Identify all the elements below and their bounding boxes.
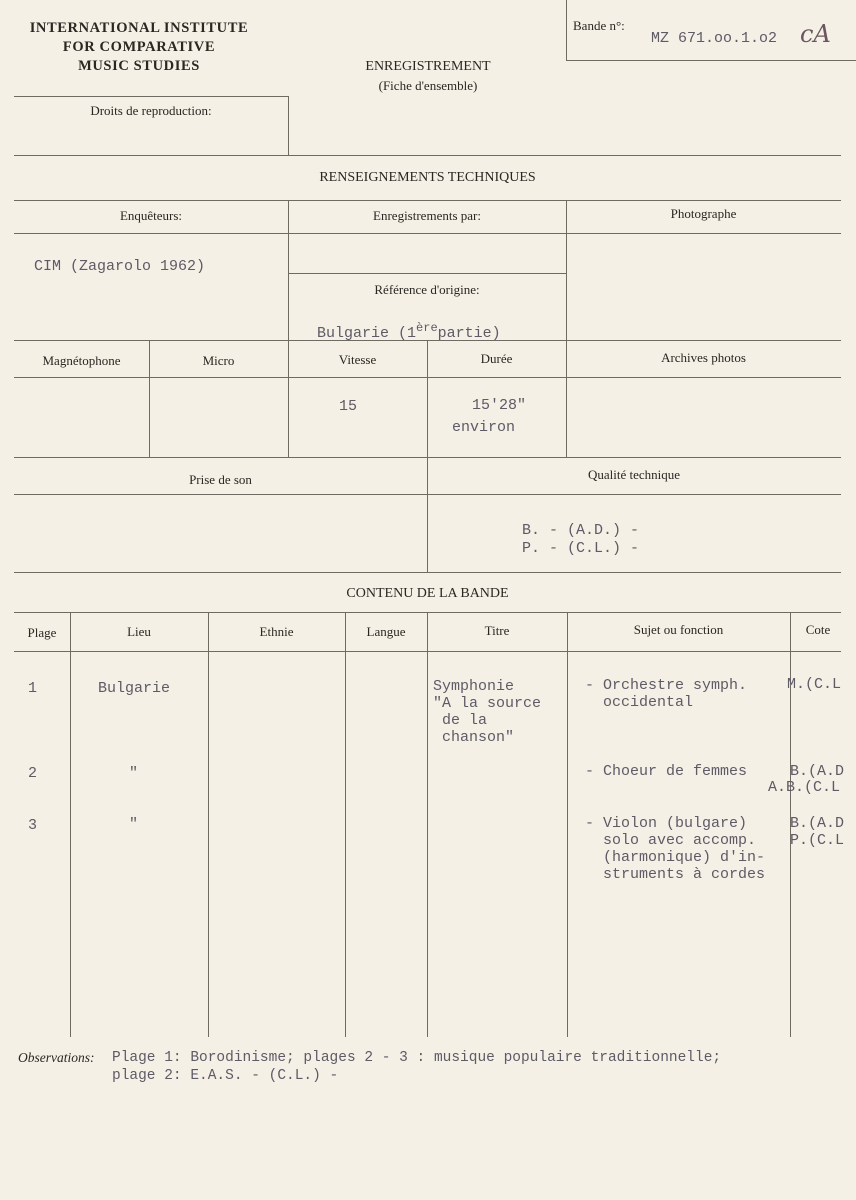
- institute-line-1: INTERNATIONAL INSTITUTE: [29, 20, 249, 36]
- table-row-2-sujet-1: - Choeur de femmes: [585, 763, 748, 780]
- ref-value-part2: partie): [437, 325, 501, 342]
- enregistrements-label: Enregistrements par:: [373, 208, 481, 223]
- row-line: [14, 494, 841, 495]
- table-row-1-plage: 1: [28, 680, 38, 697]
- table-row-3-plage: 3: [28, 817, 38, 834]
- table-row-3-sujet-3: (harmonique) d'in-: [585, 849, 766, 866]
- form-subtitle: (Fiche d'ensemble): [378, 78, 478, 93]
- table-row-3-sujet-2: solo avec accomp.: [585, 832, 757, 849]
- table-row-2-cote-1: B.(A.D: [790, 763, 845, 780]
- tech-title: RENSEIGNEMENTS TECHNIQUES: [319, 170, 536, 185]
- observations-line-2: plage 2: E.A.S. - (C.L.) -: [112, 1068, 339, 1084]
- table-row-3-sujet-1: - Violon (bulgare): [585, 815, 748, 832]
- enqueteurs-label: Enquêteurs:: [119, 208, 183, 223]
- band-label: Bande n°:: [573, 18, 625, 33]
- band-number: MZ 671.oo.1.o2: [651, 30, 778, 47]
- institute-name: [14, 19, 264, 76]
- enqueteurs-value: CIM (Zagarolo 1962): [34, 258, 206, 275]
- band-handwritten-mark: cA: [800, 20, 831, 48]
- header-plage: Plage: [27, 625, 57, 640]
- qualite-label: Qualité technique: [587, 467, 681, 482]
- observations-line-1: Plage 1: Borodinisme; plages 2 - 3 : musique populaire traditionnelle;: [112, 1050, 722, 1066]
- institute-line-2: FOR COMPARATIVE: [62, 39, 216, 55]
- duree-note: environ: [452, 419, 516, 436]
- vitesse-label: Vitesse: [338, 352, 377, 367]
- contents-title: CONTENU DE LA BANDE: [346, 586, 509, 601]
- ref-value-part1: Bulgarie (1: [317, 325, 417, 342]
- header-titre: Titre: [484, 623, 510, 638]
- rights-label: Droits de reproduction:: [90, 103, 212, 118]
- tech-top-line: [14, 155, 841, 156]
- ref-line: [288, 273, 566, 274]
- photographe-label: Photographe: [670, 206, 737, 221]
- observations-label: Observations:: [18, 1050, 95, 1065]
- col-divider: [567, 612, 568, 1037]
- table-row-3-sujet-4: struments à cordes: [585, 866, 766, 883]
- table-row-3-lieu: ": [129, 816, 139, 833]
- table-row-1-titre-3: de la: [433, 712, 488, 729]
- qualite-line-2: P. - (C.L.) -: [522, 540, 640, 557]
- qualite-line-1: B. - (A.D.) -: [522, 522, 640, 539]
- form-title: ENREGISTREMENT: [365, 59, 491, 74]
- ref-value-sup: ère: [416, 321, 438, 335]
- magnetophone-label: Magnétophone: [42, 353, 121, 368]
- micro-label: Micro: [202, 353, 235, 368]
- table-row-1-sujet-2: occidental: [585, 694, 694, 711]
- table-row-1-titre-1: Symphonie: [433, 678, 515, 695]
- rights-top: [14, 96, 288, 97]
- table-row-1-titre-4: chanson": [433, 729, 515, 746]
- tech-header-line: [14, 200, 841, 201]
- table-row-2-lieu: ": [129, 765, 139, 782]
- col-divider: [208, 612, 209, 1037]
- duree-label: Durée: [480, 351, 513, 366]
- band-box-bottom: [566, 60, 856, 61]
- ref-value: [299, 304, 501, 342]
- header-lieu: Lieu: [127, 624, 151, 639]
- rights-right: [288, 96, 289, 156]
- table-row-3-cote-2: P.(C.L: [790, 832, 845, 849]
- institute-line-3: MUSIC STUDIES: [78, 58, 200, 74]
- table-row-2-plage: 2: [28, 765, 38, 782]
- table-row-1-sujet-1: - Orchestre symph.: [585, 677, 748, 694]
- duree-value: 15'28": [472, 397, 527, 414]
- header-langue: Langue: [366, 624, 406, 639]
- archives-label: Archives photos: [661, 350, 746, 365]
- table-row-2-cote-2: A.B.(C.L: [768, 779, 841, 796]
- table-row-1-titre-2: "A la source: [433, 695, 542, 712]
- header-cote: Cote: [805, 622, 831, 637]
- band-box-left: [566, 0, 567, 60]
- table-row-1-cote-1: M.(C.L: [787, 676, 842, 693]
- ref-label: Référence d'origine:: [374, 282, 480, 297]
- table-row-3-cote-1: B.(A.D: [790, 815, 845, 832]
- vitesse-value: 15: [339, 398, 358, 415]
- contents-header-line: [14, 651, 841, 652]
- contents-top-line: [14, 572, 841, 573]
- col-divider: [345, 612, 346, 1037]
- prise-label: Prise de son: [189, 472, 252, 487]
- col-divider: [427, 612, 428, 1037]
- col-divider: [70, 612, 71, 1037]
- row-line: [14, 233, 841, 234]
- table-row-1-lieu: Bulgarie: [98, 680, 171, 697]
- header-sujet: Sujet ou fonction: [633, 622, 724, 637]
- header-ethnie: Ethnie: [259, 624, 294, 639]
